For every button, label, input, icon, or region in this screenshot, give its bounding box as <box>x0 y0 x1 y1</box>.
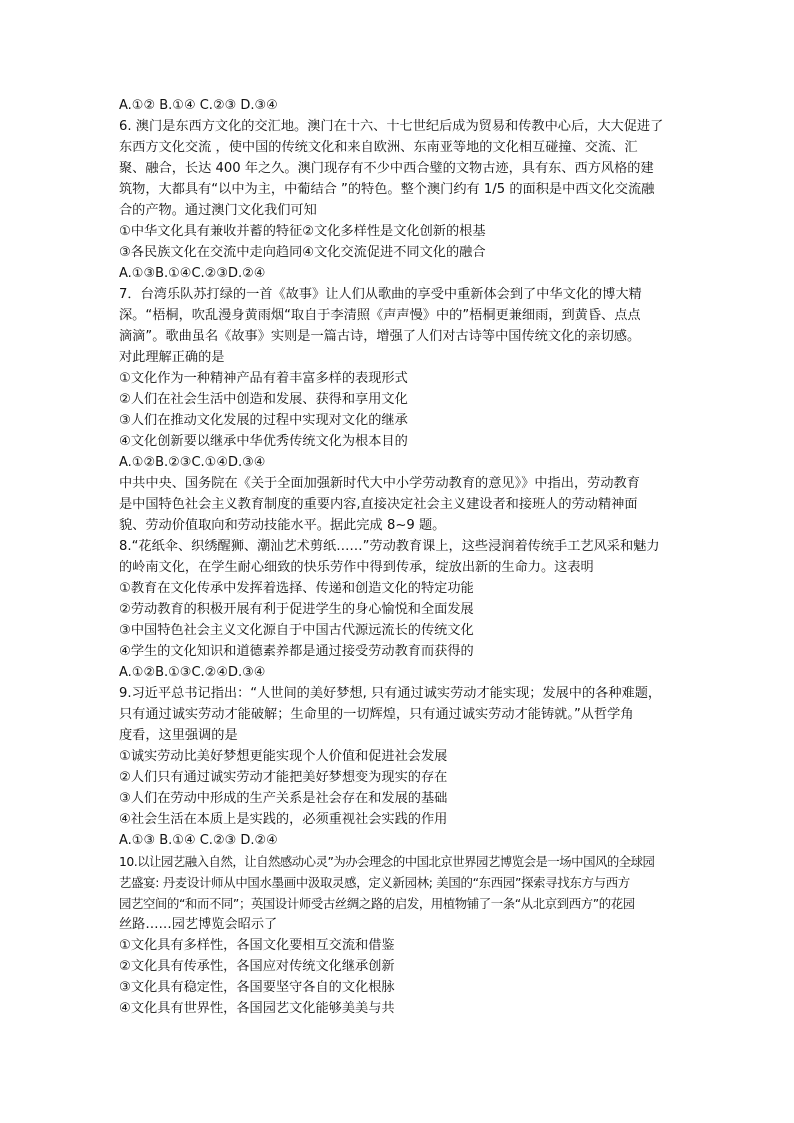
q7-stem-line: 7．台湾乐队苏打绿的一首《故事》让人们从歌曲的享受中重新体会到了中华文化的博大精 <box>119 287 642 302</box>
q10-stem-line: 艺盛宴: 丹麦设计师从中国水墨画中汲取灵感，定义新园林; 美国的“东西园”探索寻找东方与西方 <box>119 875 630 890</box>
q9-statement: ①诚实劳动比美好梦想更能实现个人价值和促进社会发展 <box>119 749 448 764</box>
q10-stem-line: 园艺空间的“和而不同”；英国设计师受古丝绸之路的启发，用植物铺了一条“从北京到西方”的花园 <box>119 896 635 911</box>
passage-line: 貌、劳动价值取向和劳动技能水平。据此完成 8~9 题。 <box>119 518 446 533</box>
q7-stem-line: 对此理解正确的是 <box>119 350 225 365</box>
q9-options: A.①③ B.①④ C.②③ D.②④ <box>119 833 278 848</box>
q7-statement: ④文化创新要以继承中华优秀传统文化为根本目的 <box>119 434 408 449</box>
q7-stem-line: 滴滴”。歌曲虽名《故事》实则是一篇古诗，增强了人们对古诗等中国传统文化的亲切感。 <box>119 329 641 344</box>
q10-stem-line: 10.以让园艺融入自然，让自然感动心灵”为办会理念的中国北京世界园艺博览会是一场中国风的全球园 <box>119 854 655 869</box>
q9-stem-line: 度看，这里强调的是 <box>119 728 238 743</box>
q10-statement: ④文化具有世界性，各国园艺文化能够美美与共 <box>119 1001 395 1016</box>
q9-statement: ③人们在劳动中形成的生产关系是社会存在和发展的基础 <box>119 791 448 806</box>
q9-statement: ②人们只有通过诚实劳动才能把美好梦想变为现实的存在 <box>119 770 448 785</box>
q6-statement: ①中华文化具有兼收并蓄的特征②文化多样性是文化创新的根基 <box>119 224 486 239</box>
q9-stem-line: 只有通过诚实劳动才能破解；生命里的一切辉煌，只有通过诚实劳动才能铸就。”从哲学角 <box>119 707 634 722</box>
q7-options: A.①②B.②③C.①④D.③④ <box>119 455 266 470</box>
q8-statement: ①教育在文化传承中发挥着选择、传递和创造文化的特定功能 <box>119 581 474 596</box>
q9-stem-line: 9.习近平总书记指出：“人世间的美好梦想, 只有通过诚实劳动才能实现；发展中的各种难题， <box>119 686 662 701</box>
q8-stem-line: 的岭南文化，在学生耐心细致的快乐劳作中得到传承，绽放出新的生命力。这表明 <box>119 560 594 575</box>
q10-statement: ②文化具有传承性，各国应对传统文化继承创新 <box>119 959 395 974</box>
q7-stem-line: 深。“梧桐，吹乱漫身黄雨烟“取自于李清照《声声慢》中的”梧桐更兼细雨，到黄昏、点点 <box>119 308 641 323</box>
q8-statement: ②劳动教育的积极开展有利于促进学生的身心愉悦和全面发展 <box>119 602 474 617</box>
q7-statement: ③人们在推动文化发展的过程中实现对文化的继承 <box>119 413 408 428</box>
q9-statement: ④社会生活在本质上是实践的，必须重视社会实践的作用 <box>119 812 448 827</box>
q8-options: A.①②B.①③C.②④D.③④ <box>119 665 266 680</box>
passage-line: 中共中央、国务院在《关于全面加强新时代大中小学劳动教育的意见》》中指出，劳动教育 <box>119 476 640 491</box>
q6-stem-line: 聚、融合，长达 400 年之久。澳门现存有不少中西合璧的文物古迹，具有东、西方风格的建 <box>119 161 654 176</box>
q10-stem-line: 丝路……园艺博览会昭示了 <box>119 917 278 932</box>
q7-statement: ②人们在社会生活中创造和发展、获得和享用文化 <box>119 392 408 407</box>
q8-statement: ④学生的文化知识和道德素养都是通过接受劳动教育而获得的 <box>119 644 474 659</box>
q5-options: A.①② B.①④ C.②③ D.③④ <box>119 98 278 113</box>
q6-statement: ③各民族文化在交流中走向趋同④文化交流促进不同文化的融合 <box>119 245 486 260</box>
q6-stem-line: 合的产物。通过澳门文化我们可知 <box>119 203 317 218</box>
q6-stem-line: 东西方文化交流 ，使中国的传统文化和来自欧洲、东南亚等地的文化相互碰撞、交流、汇 <box>119 140 638 155</box>
q8-stem-line: 8.“花纸伞、织绣醒狮、潮汕艺术剪纸……”劳动教育课上，这些浸润着传统手工艺风采和魅力 <box>119 539 660 554</box>
q6-options: A.①③B.①④C.②③D.②④ <box>119 266 266 281</box>
q10-statement: ①文化具有多样性，各国文化要相互交流和借鉴 <box>119 938 395 953</box>
q6-stem-line: 6. 澳门是东西方文化的交汇地。澳门在十六、十七世纪后成为贸易和传教中心后，大大促进了 <box>119 119 664 134</box>
passage-line: 是中国特色社会主义教育制度的重要内容,直接决定社会主义建设者和接班人的劳动精神面 <box>119 497 638 512</box>
q8-statement: ③中国特色社会主义文化源自于中国古代源远流长的传统文化 <box>119 623 474 638</box>
q7-statement: ①文化作为一种精神产品有着丰富多样的表现形式 <box>119 371 408 386</box>
q10-statement: ③文化具有稳定性，各国要坚守各自的文化根脉 <box>119 980 395 995</box>
q6-stem-line: 筑物，大都具有“以中为主，中葡结合 ”的特色。整个澳门约有 1/5 的面积是中西文化交流融 <box>119 182 655 197</box>
